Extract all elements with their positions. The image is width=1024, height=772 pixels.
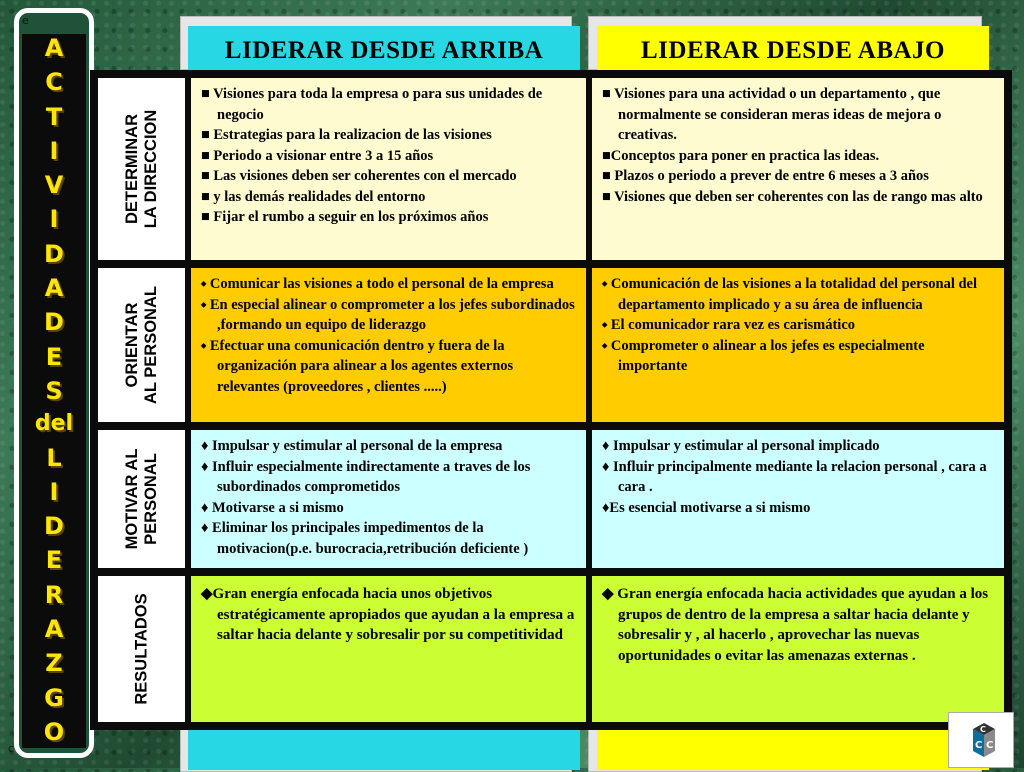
list-item: ⬩ El comunicador rara vez es carismático — [602, 317, 856, 333]
row-label-line: DETERMINAR — [122, 114, 141, 224]
row-label-direction — [98, 78, 185, 260]
row-label-line: ORIENTAR — [122, 302, 141, 388]
list-item: ◆Gran energía enfocada hacia unos objetivos estratégicamente apropiados que ayudan a la empresa a saltar hacia delante y sobresalir por su competitividad — [201, 586, 575, 643]
list-item: ◆ Gran energía enfocada hacia actividades que ayudan a los grupos de dentro de la empresa a saltar hacia delante y sobresalir y , al hacerlo , aprovechar las nuevas oportunidades o evitar las amenazas externas . — [602, 586, 989, 664]
banner-word-del: del — [34, 411, 74, 437]
cell-direction-bottom-up — [592, 78, 1004, 260]
banner-letter: D — [44, 308, 64, 337]
list-item: ♦ Eliminar los principales impedimentos de la motivacion(p.e. burocracia,retribución deficiente ) — [201, 520, 529, 557]
banner-corner-mark-bottom: c — [8, 742, 15, 755]
banner-letter: D — [44, 512, 64, 541]
list-item: ■ Plazos o periodo a prever de entre 6 meses a 3 años — [602, 168, 929, 184]
row-label-motivate — [98, 430, 185, 568]
column-footer-bottom-up — [597, 730, 989, 770]
list-item: ■ Visiones para toda la empresa o para sus unidades de negocio — [201, 86, 543, 123]
row-label-line: AL PERSONAL — [141, 286, 160, 404]
banner-letter: E — [45, 342, 63, 371]
column-header-top-down-label: LIDERAR DESDE ARRIBA — [224, 37, 544, 64]
banner-letter: L — [46, 443, 62, 472]
banner-letter: S — [45, 376, 63, 405]
list-item: ♦ Impulsar y estimular al personal de la empresa — [201, 438, 503, 454]
svg-text:C: C — [986, 740, 994, 751]
list-item: ■ Las visiones deben ser coherentes con el mercado — [201, 168, 517, 184]
banner-letter: V — [44, 171, 64, 200]
column-footer-top-down — [188, 730, 580, 770]
banner-letter: D — [44, 239, 64, 268]
column-header-top-down — [188, 26, 580, 76]
row-label-results — [98, 576, 185, 722]
banner-letter: A — [44, 34, 64, 62]
banner-letter: I — [49, 136, 59, 165]
list-item: ⬩ Comprometer o alinear a los jefes es especialmente importante — [602, 337, 925, 374]
row-label-line: MOTIVAR AL — [122, 448, 141, 550]
banner-letter: A — [44, 274, 64, 303]
cell-results-top-down — [191, 576, 586, 722]
banner-vertical-title — [22, 34, 86, 748]
row-label-line: PERSONAL — [141, 453, 160, 545]
banner-corner-mark-top: e — [22, 14, 29, 27]
cell-orient-bottom-up — [592, 268, 1004, 422]
banner-letter: G — [44, 683, 64, 712]
banner-letter: O — [43, 717, 65, 746]
list-item: ⬩ Comunicar las visiones a todo el personal de la empresa — [201, 276, 554, 292]
cell-motivate-bottom-up — [592, 430, 1004, 568]
banner-letter: I — [49, 205, 59, 234]
list-item: ⬩ Efectuar una comunicación dentro y fuera de la organización para alinear a los agentes externos relevantes (proveedores , clientes .....) — [201, 337, 514, 395]
list-item: ♦ Motivarse a si mismo — [201, 499, 344, 516]
banner-letter: R — [44, 580, 64, 609]
banner-letter: C — [45, 68, 63, 97]
banner-letter: T — [45, 102, 63, 131]
row-label-line: LA DIRECCION — [141, 109, 160, 229]
column-header-bottom-up — [597, 26, 989, 76]
list-item: ■ Fijar el rumbo a seguir en los próximos años — [201, 209, 489, 225]
list-item: ♦ Impulsar y estimular al personal implicado — [602, 438, 880, 454]
column-header-bottom-up-label: LIDERAR DESDE ABAJO — [640, 37, 945, 64]
cell-results-bottom-up — [592, 576, 1004, 722]
publisher-logo — [948, 712, 1014, 768]
list-item: ⬩ En especial alinear o comprometer a los jefes subordinados ,formando un equipo de liderazgo — [201, 296, 575, 333]
banner-letter: Z — [45, 649, 63, 678]
cell-orient-top-down — [191, 268, 586, 422]
list-item: ■ Visiones que deben ser coherentes con las de rango mas alto — [602, 188, 983, 205]
list-item: ■Conceptos para poner en practica las ideas. — [602, 147, 880, 164]
list-item: ■ Estrategias para la realizacion de las visiones — [201, 127, 492, 143]
list-item: ⬩ Comunicación de las visiones a la totalidad del personal del departamento implicado y a su área de influencia — [602, 276, 978, 313]
banner-letter: E — [45, 546, 63, 575]
list-item: ♦ Influir principalmente mediante la relacion personal , cara a cara . — [602, 458, 987, 495]
list-item: ♦Es esencial motivarse a si mismo — [602, 499, 811, 516]
cube-logo-icon — [971, 721, 997, 759]
list-item: ■ Visiones para una actividad o un departamento , que normalmente se consideran meras ideas de mejora o creativas. — [602, 86, 942, 143]
svg-text:C: C — [975, 740, 983, 751]
row-label-orient — [98, 268, 185, 422]
svg-text:C: C — [980, 725, 986, 734]
leadership-comparison-table — [90, 70, 1012, 730]
banner-letter: A — [44, 615, 64, 644]
list-item: ■ Periodo a visionar entre 3 a 15 años — [201, 147, 434, 164]
cell-motivate-top-down — [191, 430, 586, 568]
cell-direction-top-down — [191, 78, 586, 260]
list-item: ♦ Influir especialmente indirectamente a traves de los subordinados comprometidos — [201, 458, 531, 495]
list-item: ■ y las demás realidades del entorno — [201, 188, 426, 205]
banner-letter: I — [49, 477, 59, 506]
row-label-line: RESULTADOS — [132, 593, 150, 705]
